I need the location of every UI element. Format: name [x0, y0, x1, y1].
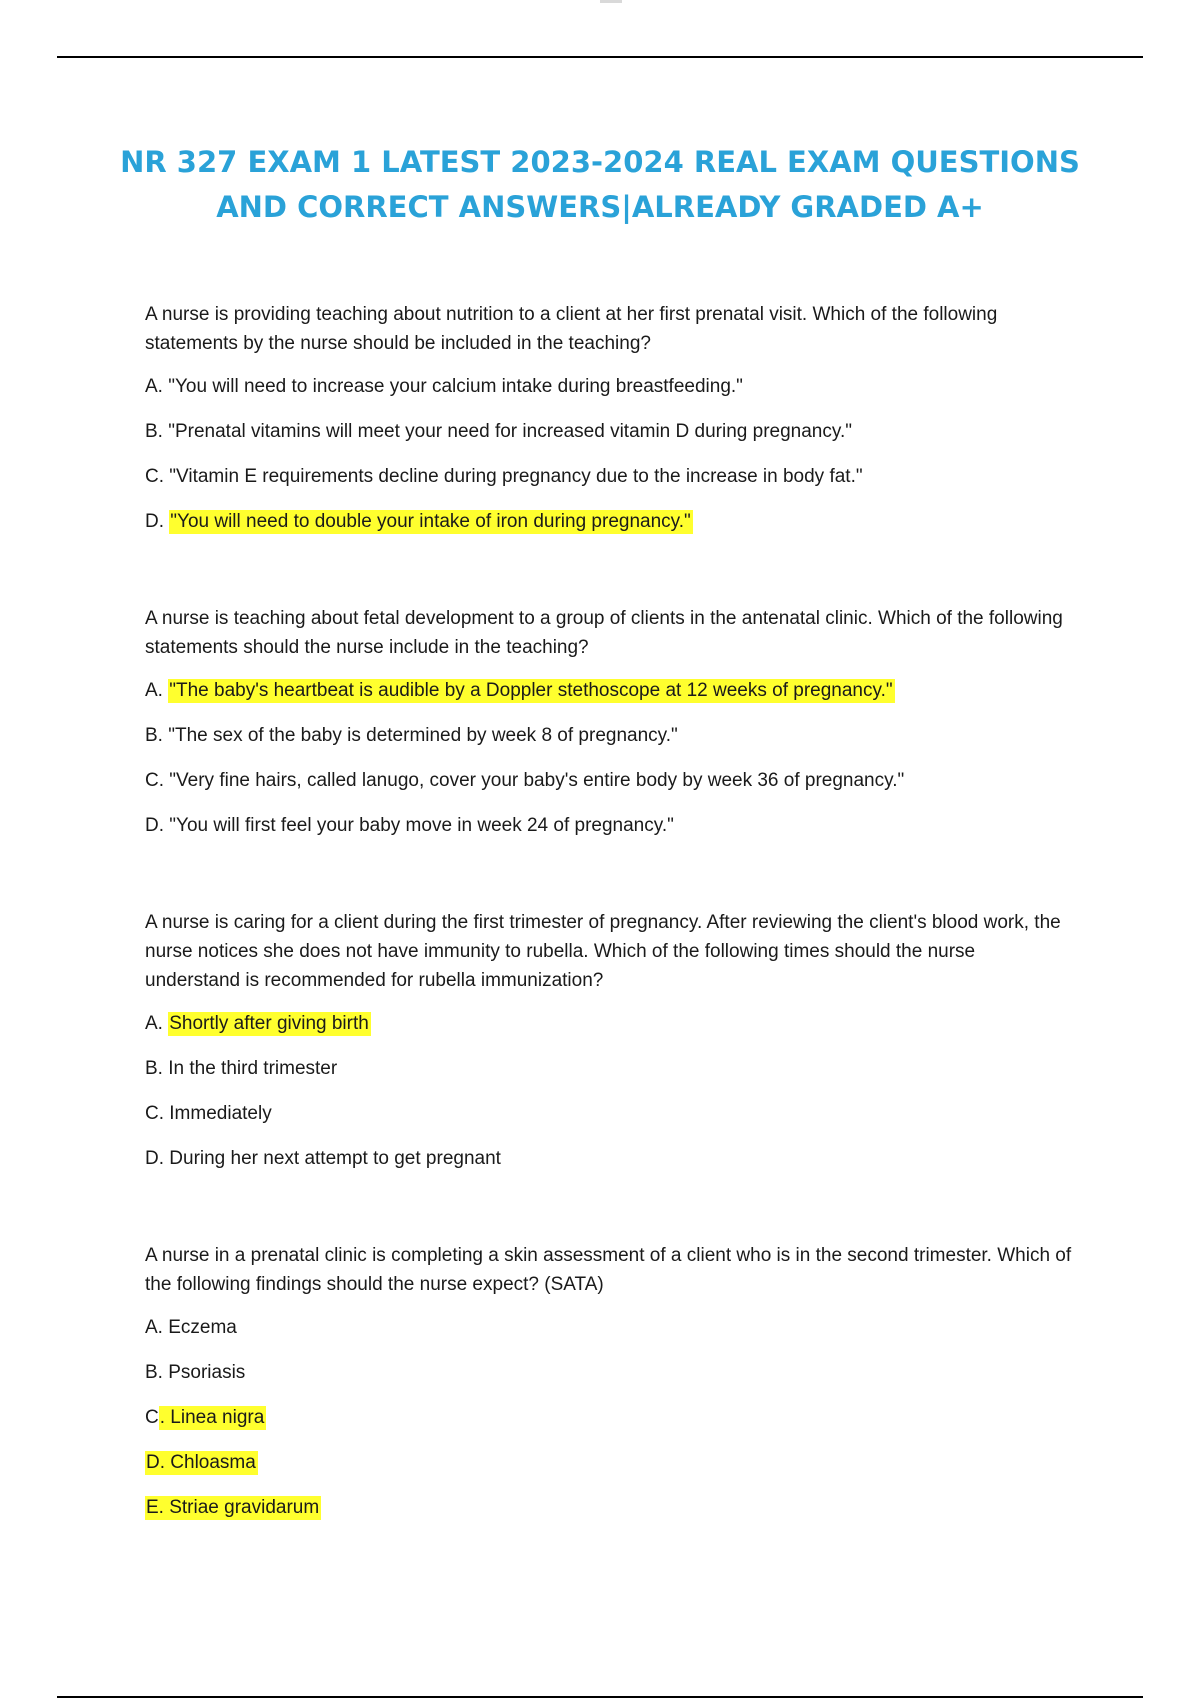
correct-answer-highlight: "You will need to double your intake of iron during pregnancy."	[170, 511, 691, 532]
question-3-option-b	[145, 1055, 1075, 1083]
option-letter: D.	[145, 511, 170, 532]
option-letter: B.	[145, 1058, 169, 1079]
option-text: "Vitamin E requirements decline during pregnancy due to the increase in body fat."	[169, 466, 863, 487]
question-2-option-b	[145, 722, 1075, 750]
question-4-option-e	[145, 1494, 1075, 1522]
question-list	[145, 300, 1075, 1522]
option-text: "You will need to increase your calcium intake during breastfeeding."	[168, 376, 743, 397]
option-letter: C.	[145, 1103, 170, 1124]
question-1	[145, 300, 1075, 536]
question-3-option-c	[145, 1100, 1075, 1128]
option-letter: D.	[145, 1148, 170, 1169]
correct-answer-highlight: . Linea nigra	[159, 1407, 265, 1428]
option-text: Immediately	[169, 1103, 272, 1124]
question-2	[145, 604, 1075, 840]
question-4-option-b	[145, 1359, 1075, 1387]
page-top-mark	[600, 0, 622, 3]
option-letter: C.	[145, 770, 170, 791]
question-3-options	[145, 1010, 1075, 1173]
question-3-option-a	[145, 1010, 1075, 1038]
question-2-option-d	[145, 812, 1075, 840]
question-1-stem: A nurse is providing teaching about nutrition to a client at her first prenatal visit. Which of the following statements by the nurse should be included in the teaching?	[145, 304, 998, 354]
option-letter: B.	[145, 1362, 169, 1383]
option-text: "The sex of the baby is determined by week 8 of pregnancy."	[168, 725, 678, 746]
question-1-option-d	[145, 508, 1075, 536]
option-text: "Prenatal vitamins will meet your need for increased vitamin D during pregnancy."	[168, 421, 852, 442]
question-2-stem: A nurse is teaching about fetal development to a group of clients in the antenatal clinic. Which of the following statements should the nurse include in the teaching?	[145, 608, 1063, 658]
question-4-stem: A nurse in a prenatal clinic is completing a skin assessment of a client who is in the second trimester. Which of the following findings should the nurse expect? (SATA)	[145, 1245, 1072, 1295]
question-4-option-c	[145, 1404, 1075, 1432]
option-letter: C.	[145, 466, 170, 487]
option-text: "You will first feel your baby move in week 24 of pregnancy."	[169, 815, 674, 836]
question-4	[145, 1241, 1075, 1522]
question-4-options	[145, 1314, 1075, 1522]
correct-answer-highlight: E. Striae gravidarum	[146, 1497, 320, 1518]
correct-answer-highlight: "The baby's heartbeat is audible by a Doppler stethoscope at 12 weeks of pregnancy."	[169, 680, 893, 701]
footer-rule	[57, 1696, 1143, 1698]
question-2-option-a	[145, 677, 1075, 705]
option-text: Psoriasis	[168, 1362, 246, 1383]
title-line-1: NR 327 EXAM 1 LATEST 2023-2024 REAL EXAM QUESTIONS	[120, 145, 1080, 179]
correct-answer-highlight: D. Chloasma	[146, 1452, 256, 1473]
question-2-options	[145, 677, 1075, 840]
option-letter: C	[145, 1407, 159, 1428]
question-4-option-d	[145, 1449, 1075, 1477]
option-letter: B.	[145, 725, 169, 746]
header-rule	[57, 56, 1143, 58]
option-letter: A.	[145, 376, 169, 397]
question-1-option-b	[145, 418, 1075, 446]
option-letter: B.	[145, 421, 169, 442]
question-4-option-a	[145, 1314, 1075, 1342]
option-text: In the third trimester	[168, 1058, 338, 1079]
question-1-options	[145, 373, 1075, 536]
option-letter: A.	[145, 1317, 169, 1338]
question-3-stem: A nurse is caring for a client during the first trimester of pregnancy. After reviewing the client's blood work, the nurse notices she does not have immunity to rubella. Which of the following times should the nurse understand is recommended for rubella immunization?	[145, 912, 1061, 991]
question-1-option-a	[145, 373, 1075, 401]
option-text: During her next attempt to get pregnant	[169, 1148, 501, 1169]
correct-answer-highlight: Shortly after giving birth	[169, 1013, 369, 1034]
option-text: "Very fine hairs, called lanugo, cover your baby's entire body by week 36 of pregnancy."	[169, 770, 905, 791]
question-1-option-c	[145, 463, 1075, 491]
option-letter: A.	[145, 1013, 169, 1034]
option-letter: D.	[145, 815, 170, 836]
question-2-option-c	[145, 767, 1075, 795]
question-3-option-d	[145, 1145, 1075, 1173]
option-text: Eczema	[168, 1317, 237, 1338]
title-line-2: AND CORRECT ANSWERS|ALREADY GRADED A+	[216, 190, 984, 224]
question-3	[145, 908, 1075, 1173]
option-letter: A.	[145, 680, 169, 701]
document-title	[100, 140, 1100, 230]
